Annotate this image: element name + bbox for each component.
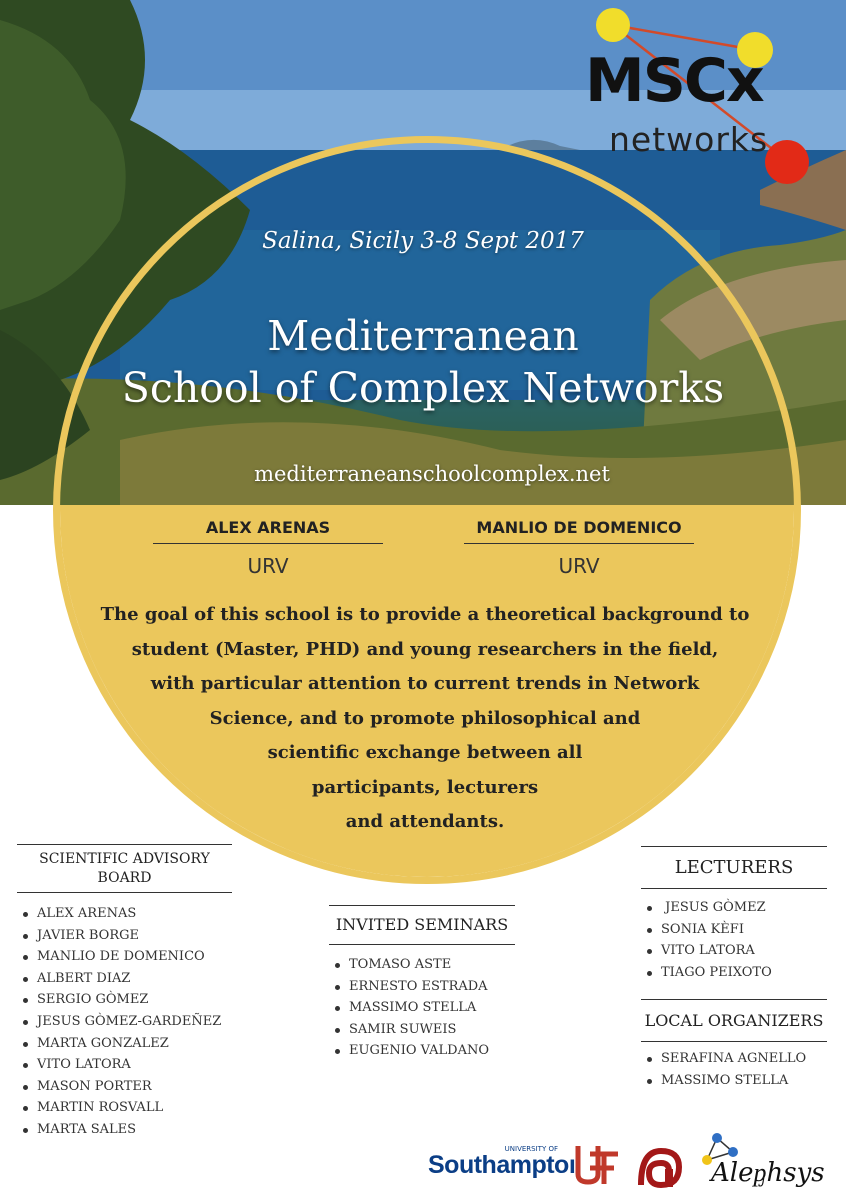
list-item xyxy=(641,1070,827,1092)
list-item xyxy=(329,976,515,998)
list-item xyxy=(329,1040,515,1062)
member-name: MARTA SALES xyxy=(37,1121,137,1137)
bullet-icon xyxy=(647,1079,652,1084)
goal-statement xyxy=(80,598,770,840)
advisory-board-list xyxy=(17,903,232,1141)
bullet-icon xyxy=(23,955,28,960)
goal-line: and attendants. xyxy=(345,811,505,832)
bullet-icon xyxy=(23,1106,28,1111)
list-item xyxy=(329,997,515,1019)
list-item xyxy=(641,919,827,941)
member-name: ERNESTO ESTRADA xyxy=(349,978,488,994)
bullet-icon xyxy=(335,985,340,990)
bullet-icon xyxy=(335,963,340,968)
bullet-icon xyxy=(23,977,28,982)
lecturers-heading: LECTURERS xyxy=(641,846,827,889)
list-item xyxy=(17,1011,232,1033)
list-item xyxy=(17,925,232,947)
member-name: MASON PORTER xyxy=(37,1078,152,1094)
list-item xyxy=(17,903,232,925)
member-name: MARTIN ROSVALL xyxy=(37,1100,164,1116)
member-name: ALEX ARENAS xyxy=(37,906,137,921)
goal-line: participants, lecturers xyxy=(311,776,539,798)
website-link[interactable]: mediterraneanschoolcomplex.net xyxy=(254,462,610,486)
list-item xyxy=(329,1019,515,1041)
list-item xyxy=(17,1119,232,1141)
bullet-icon xyxy=(23,1063,28,1068)
list-item xyxy=(641,1048,827,1070)
list-item xyxy=(17,946,232,968)
goal-line: student (Master, PHD) and young researchers in the field, xyxy=(131,638,719,660)
member-name: JAVIER BORGE xyxy=(37,927,140,943)
title-line-1: Mediterranean xyxy=(267,312,579,360)
bullet-icon xyxy=(647,971,652,976)
title-line-2: School of Complex Networks xyxy=(121,364,725,412)
member-name: MARTA GONZALEZ xyxy=(37,1035,169,1051)
member-name: SERGIO GÒMEZ xyxy=(37,992,149,1008)
southampton-text: Southamptoı xyxy=(428,1151,576,1179)
member-name: SONIA KÈFI xyxy=(661,921,744,937)
bullet-icon xyxy=(23,1128,28,1133)
member-name: TOMASO ASTE xyxy=(349,957,452,972)
alephsys-logo xyxy=(693,1130,833,1194)
director-name: ALEX ARENAS xyxy=(153,512,383,544)
list-item xyxy=(641,897,827,919)
list-item xyxy=(17,1097,232,1119)
advisory-board-panel xyxy=(17,844,232,1141)
member-name: SAMIR SUWEIS xyxy=(349,1021,457,1037)
bullet-icon xyxy=(335,1049,340,1054)
list-item xyxy=(17,1054,232,1076)
member-name: MASSIMO STELLA xyxy=(661,1072,789,1088)
southampton-small-text: UNIVERSITY OF xyxy=(504,1145,558,1153)
member-name: EUGENIO VALDANO xyxy=(349,1043,489,1059)
local-organizers-panel xyxy=(641,999,827,1091)
member-name: JESUS GÒMEZ xyxy=(661,900,766,915)
director-1 xyxy=(153,512,383,578)
local-organizers-heading: LOCAL ORGANIZERS xyxy=(641,999,827,1042)
director-affiliation: URV xyxy=(247,554,289,578)
member-name: VITO LATORA xyxy=(37,1057,131,1073)
member-name: SERAFINA AGNELLO xyxy=(661,1051,807,1066)
member-name: VITO LATORA xyxy=(661,943,755,959)
invited-seminars-heading: INVITED SEMINARS xyxy=(329,905,515,945)
invited-seminars-panel xyxy=(329,905,515,1062)
member-name: MASSIMO STELLA xyxy=(349,1000,477,1016)
bullet-icon xyxy=(23,1042,28,1047)
list-item xyxy=(17,968,232,990)
bullet-icon xyxy=(647,1057,652,1062)
local-organizers-list xyxy=(641,1048,827,1091)
director-name: MANLIO DE DOMENICO xyxy=(464,512,694,544)
bullet-icon xyxy=(647,906,652,911)
list-item xyxy=(329,954,515,976)
logo-mscx-text: MSCx xyxy=(585,46,763,116)
heading-line: BOARD xyxy=(97,870,152,886)
bullet-icon xyxy=(23,1020,28,1025)
member-name: TIAGO PEIXOTO xyxy=(661,964,772,980)
bullet-icon xyxy=(23,912,28,917)
advisory-board-heading xyxy=(17,844,232,893)
director-2 xyxy=(464,512,694,578)
goal-line: scientific exchange between all xyxy=(267,742,583,763)
university-seal-logo xyxy=(635,1145,683,1191)
director-affiliation: URV xyxy=(558,554,600,578)
bullet-icon xyxy=(335,1006,340,1011)
ucf-logo xyxy=(572,1140,624,1188)
mscx-logo xyxy=(575,5,815,195)
list-item xyxy=(17,1076,232,1098)
goal-line: with particular attention to current trends in Network xyxy=(150,673,700,694)
invited-seminars-list xyxy=(329,954,515,1062)
member-name: MANLIO DE DOMENICO xyxy=(37,949,205,965)
lecturers-panel xyxy=(641,846,827,983)
list-item xyxy=(17,989,232,1011)
alephsys-text: Aleᶈhsys xyxy=(711,1158,825,1188)
bullet-icon xyxy=(23,1085,28,1090)
heading-line: SCIENTIFIC ADVISORY xyxy=(39,851,210,867)
bullet-icon xyxy=(23,998,28,1003)
location-dates: Salina, Sicily 3-8 Sept 2017 xyxy=(262,228,584,254)
member-name: JESUS GÒMEZ-GARDEÑEZ xyxy=(37,1013,222,1029)
lecturers-list xyxy=(641,897,827,983)
list-item xyxy=(17,1033,232,1055)
bullet-icon xyxy=(335,1028,340,1033)
page-title xyxy=(0,310,846,414)
bullet-icon xyxy=(23,934,28,939)
bullet-icon xyxy=(647,949,652,954)
logo-networks-text: networks xyxy=(609,120,769,159)
southampton-logo xyxy=(428,1145,575,1178)
bullet-icon xyxy=(647,928,652,933)
list-item xyxy=(641,940,827,962)
list-item xyxy=(641,962,827,984)
goal-line: The goal of this school is to provide a theoretical background to xyxy=(100,604,750,625)
goal-line: Science, and to promote philosophical and xyxy=(209,707,641,729)
member-name: ALBERT DIAZ xyxy=(37,970,131,986)
